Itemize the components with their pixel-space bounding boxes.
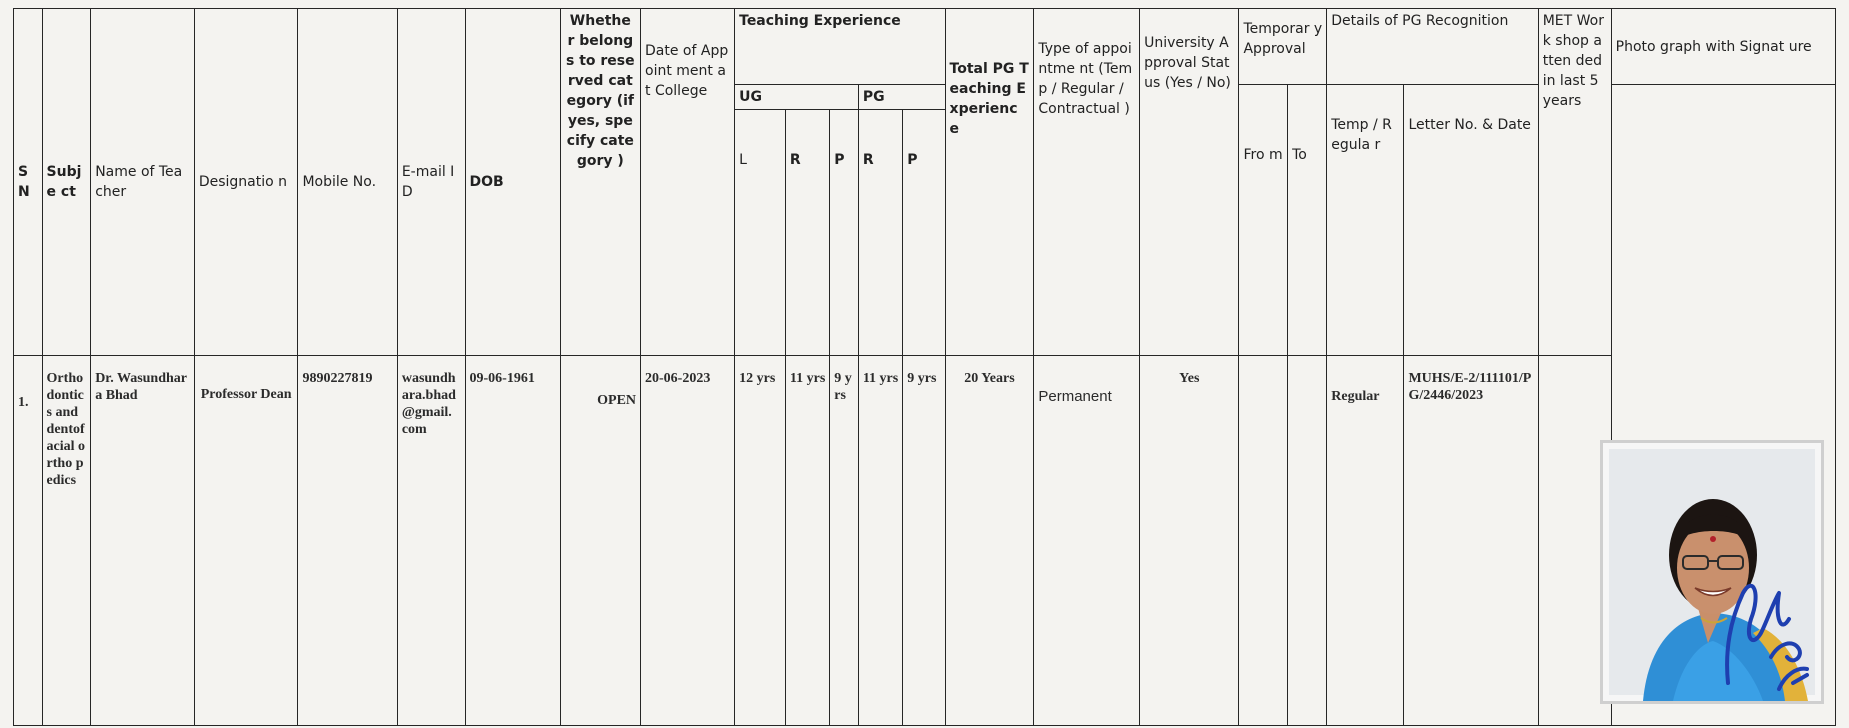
cell-letter-no-date: MUHS/E-2/111101/PG/2446/2023 <box>1404 356 1538 726</box>
header-teaching-experience: Teaching Experience <box>735 9 945 85</box>
header-date-of-appointment: Date of Appoint ment at College <box>641 9 735 356</box>
cell-temporary-to <box>1288 356 1327 726</box>
cell-mobile: 9890227819 <box>298 356 397 726</box>
header-mobile: Mobile No. <box>298 9 397 356</box>
header-university-approval: University Approval Status (Yes / No) <box>1140 9 1239 356</box>
header-email: E-mail ID <box>397 9 465 356</box>
header-total-pg-experience: Total PG Teaching Experienc e <box>945 9 1034 356</box>
cell-appointment-type: Permanent <box>1034 356 1140 726</box>
cell-university-approval: Yes <box>1140 356 1239 726</box>
cell-temp-regular: Regular <box>1327 356 1404 726</box>
header-letter-no-date: Letter No. & Date <box>1404 85 1538 356</box>
cell-dob: 09-06-1961 <box>465 356 560 726</box>
cell-reserved-category: OPEN <box>560 356 640 726</box>
header-appointment-type: Type of appointme nt (Temp / Regular / Contractual ) <box>1034 9 1140 356</box>
header-temp-regular: Temp / Regula r <box>1327 85 1404 356</box>
cell-pg-p: 9 yrs <box>903 356 945 726</box>
header-pg-p: P <box>903 110 945 356</box>
table-row <box>14 356 1836 726</box>
photo-with-signature <box>1603 443 1821 701</box>
header-met-workshop: MET Work shop atten ded in last 5 years <box>1538 9 1611 356</box>
header-ug-r: R <box>785 110 829 356</box>
header-reserved-category: Whethe r belongs to reserved category (if yes, specify category ) <box>560 9 640 356</box>
teacher-details-table <box>13 8 1836 726</box>
header-pg: PG <box>858 85 945 110</box>
cell-ug-r: 11 yrs <box>785 356 829 726</box>
cell-pg-r: 11 yrs <box>858 356 902 726</box>
header-ug-p: P <box>830 110 859 356</box>
cell-date-of-appointment: 20-06-2023 <box>641 356 735 726</box>
cell-total-pg-experience: 20 Years <box>945 356 1034 726</box>
passport-photo <box>1600 440 1824 704</box>
header-dob: DOB <box>465 9 560 356</box>
cell-ug-p: 9 yrs <box>830 356 859 726</box>
header-ug-l: L <box>735 110 786 356</box>
header-pg-recognition: Details of PG Recognition <box>1327 9 1538 85</box>
header-from: Fro m <box>1239 85 1288 356</box>
header-temporary-approval: Temporar y Approval <box>1239 9 1327 85</box>
header-to: To <box>1288 85 1327 356</box>
header-name-of-teacher: Name of Teacher <box>91 9 195 356</box>
cell-name: Dr. Wasundhar a Bhad <box>91 356 195 726</box>
cell-ug-l: 12 yrs <box>735 356 786 726</box>
cell-designation: Professor Dean <box>194 356 298 726</box>
header-ug: UG <box>735 85 859 110</box>
header-designation: Designatio n <box>194 9 298 356</box>
cell-temporary-from <box>1239 356 1288 726</box>
header-photograph: Photo graph with Signat ure <box>1611 9 1835 85</box>
header-pg-r: R <box>858 110 902 356</box>
cell-subject: Ortho dontic s and dentof acial ortho pedics <box>42 356 91 726</box>
cell-email: wasundh ara.bhad @gmail. com <box>397 356 465 726</box>
header-sn: SN <box>14 9 43 356</box>
cell-sn: 1. <box>14 356 43 726</box>
header-subject: Subje ct <box>42 9 91 356</box>
